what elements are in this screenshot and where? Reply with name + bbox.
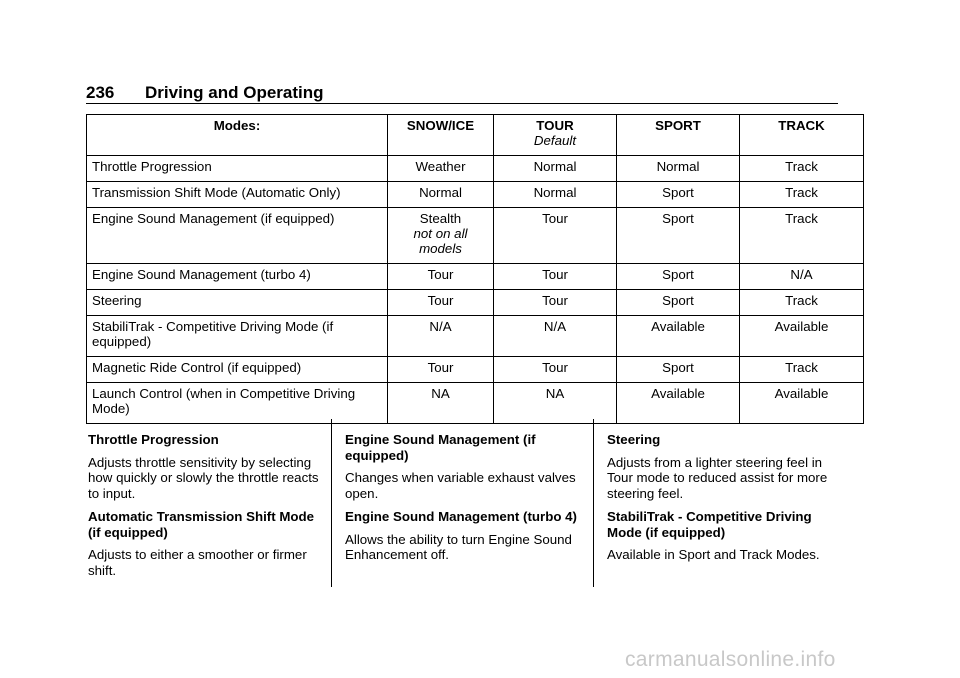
mode-value: Normal: [656, 159, 700, 174]
mode-value: Tour: [427, 293, 454, 308]
mode-value-cell: [494, 208, 617, 264]
paragraph: Allows the ability to turn Engine Sound Enhancement off.: [345, 531, 572, 562]
mode-value-cell: [494, 264, 617, 290]
mode-value: Track: [785, 185, 818, 200]
mode-value-cell: [740, 156, 864, 182]
table-row: [87, 208, 864, 264]
column-header: [388, 115, 494, 156]
mode-value-cell: [740, 208, 864, 264]
mode-value-cell: [740, 182, 864, 208]
mode-value-note: not on all models: [413, 226, 468, 256]
mode-value: Tour: [542, 360, 568, 375]
paragraph: Adjusts to either a smoother or firmer shift.: [88, 547, 307, 578]
column-header-subtitle: Default: [533, 133, 577, 148]
column-header-label: SNOW/ICE: [406, 118, 475, 133]
mode-value-cell: [617, 383, 740, 424]
mode-value: N/A: [429, 319, 452, 334]
section-title: Driving and Operating: [145, 83, 324, 102]
mode-value: N/A: [543, 319, 567, 334]
mode-value: N/A: [790, 267, 813, 282]
mode-value: Sport: [662, 185, 694, 200]
mode-value: Normal: [533, 185, 577, 200]
mode-value: Normal: [419, 185, 462, 200]
mode-value: Sport: [662, 211, 694, 226]
paragraph: Changes when variable exhaust valves open.: [345, 470, 576, 501]
column-header-label: Modes:: [213, 118, 261, 133]
mode-value: Track: [785, 211, 818, 226]
mode-value-cell: [388, 208, 494, 264]
mode-value: Available: [651, 319, 705, 334]
feature-cell: StabiliTrak - Competitive Driving Mode (if equipped): [87, 316, 388, 357]
mode-value: Available: [774, 386, 829, 401]
mode-value-cell: [388, 182, 494, 208]
heading-engine-sound-turbo: Engine Sound Management (turbo 4): [345, 509, 577, 524]
feature-cell: Launch Control (when in Competitive Driving Mode): [87, 383, 388, 424]
mode-value-cell: [494, 383, 617, 424]
table-body: [87, 156, 864, 424]
mode-value-cell: [494, 316, 617, 357]
mode-value-cell: [388, 156, 494, 182]
paragraph: Available in Sport and Track Modes.: [607, 547, 820, 562]
mode-value: NA: [545, 386, 565, 401]
mode-value: Tour: [542, 211, 568, 226]
mode-value: Track: [785, 360, 818, 375]
mode-value-cell: [617, 357, 740, 383]
page-header: [86, 83, 838, 104]
feature-cell: Engine Sound Management (turbo 4): [87, 264, 388, 290]
column-header-label: SPORT: [655, 118, 701, 133]
heading-steering: Steering: [607, 432, 661, 447]
mode-value-cell: [617, 316, 740, 357]
heading-throttle-progression: Throttle Progression: [88, 432, 219, 447]
mode-value-cell: [388, 290, 494, 316]
column-header: [617, 115, 740, 156]
text-column-2: [345, 432, 583, 571]
paragraph: Adjusts throttle sensitivity by selecting how quickly or slowly the throttle reacts to input.: [88, 454, 319, 501]
watermark: carmanualsonline.info: [625, 648, 836, 671]
mode-value-cell: [617, 182, 740, 208]
table-header-row: [87, 115, 864, 156]
mode-value: Tour: [542, 267, 568, 282]
mode-value: Sport: [662, 360, 694, 375]
column-divider: [593, 419, 594, 587]
mode-value-cell: [740, 264, 864, 290]
mode-value-cell: [388, 264, 494, 290]
heading-stabilitrak: StabiliTrak - Competitive Driving Mode (if equipped): [607, 509, 812, 540]
text-column-1: [88, 432, 326, 586]
mode-value: Track: [785, 293, 818, 308]
feature-cell: Throttle Progression: [87, 156, 388, 182]
mode-value: Available: [651, 386, 705, 401]
mode-value-cell: [740, 383, 864, 424]
table-row: [87, 357, 864, 383]
mode-value: Weather: [415, 159, 466, 174]
mode-value-cell: [617, 264, 740, 290]
mode-value-cell: [494, 290, 617, 316]
column-header: [740, 115, 864, 156]
column-header-label: TRACK: [778, 118, 825, 133]
column-header-label: TOUR: [536, 118, 574, 133]
mode-value-cell: [617, 208, 740, 264]
mode-value-cell: [740, 316, 864, 357]
mode-value-cell: [740, 290, 864, 316]
drive-modes-table: [86, 114, 864, 424]
heading-transmission-shift-mode: Automatic Transmission Shift Mode (if equipped): [88, 509, 315, 540]
mode-value: Track: [785, 159, 818, 174]
mode-value: Tour: [427, 360, 454, 375]
feature-cell: Engine Sound Management (if equipped): [87, 208, 388, 264]
mode-value: Tour: [542, 293, 568, 308]
mode-value-cell: [494, 156, 617, 182]
mode-value: Tour: [427, 267, 454, 282]
mode-value-cell: [388, 383, 494, 424]
column-header: [494, 115, 617, 156]
feature-cell: Transmission Shift Mode (Automatic Only): [87, 182, 388, 208]
mode-value-cell: [740, 357, 864, 383]
column-header: [87, 115, 388, 156]
page-number: 236: [86, 83, 115, 102]
table-row: [87, 182, 864, 208]
table-row: [87, 316, 864, 357]
mode-value-cell: [388, 316, 494, 357]
mode-value-cell: [617, 156, 740, 182]
mode-value-cell: [617, 290, 740, 316]
table-row: [87, 156, 864, 182]
paragraph: Adjusts from a lighter steering feel in Tour mode to reduced assist for more steering feel.: [607, 454, 828, 501]
table-row: [87, 290, 864, 316]
mode-value-cell: [388, 357, 494, 383]
table-row: [87, 383, 864, 424]
mode-value: Sport: [662, 293, 694, 308]
mode-value: NA: [431, 386, 450, 401]
mode-value: Available: [774, 319, 829, 334]
text-column-3: [607, 432, 845, 571]
column-divider: [331, 419, 332, 587]
mode-value: Normal: [533, 159, 577, 174]
table-row: [87, 264, 864, 290]
feature-cell: Steering: [87, 290, 388, 316]
mode-value-cell: [494, 357, 617, 383]
mode-value: Sport: [662, 267, 694, 282]
mode-value-cell: [494, 182, 617, 208]
heading-engine-sound-management: Engine Sound Management (if equipped): [345, 432, 536, 463]
mode-value: Stealth: [419, 211, 462, 226]
feature-cell: Magnetic Ride Control (if equipped): [87, 357, 388, 383]
